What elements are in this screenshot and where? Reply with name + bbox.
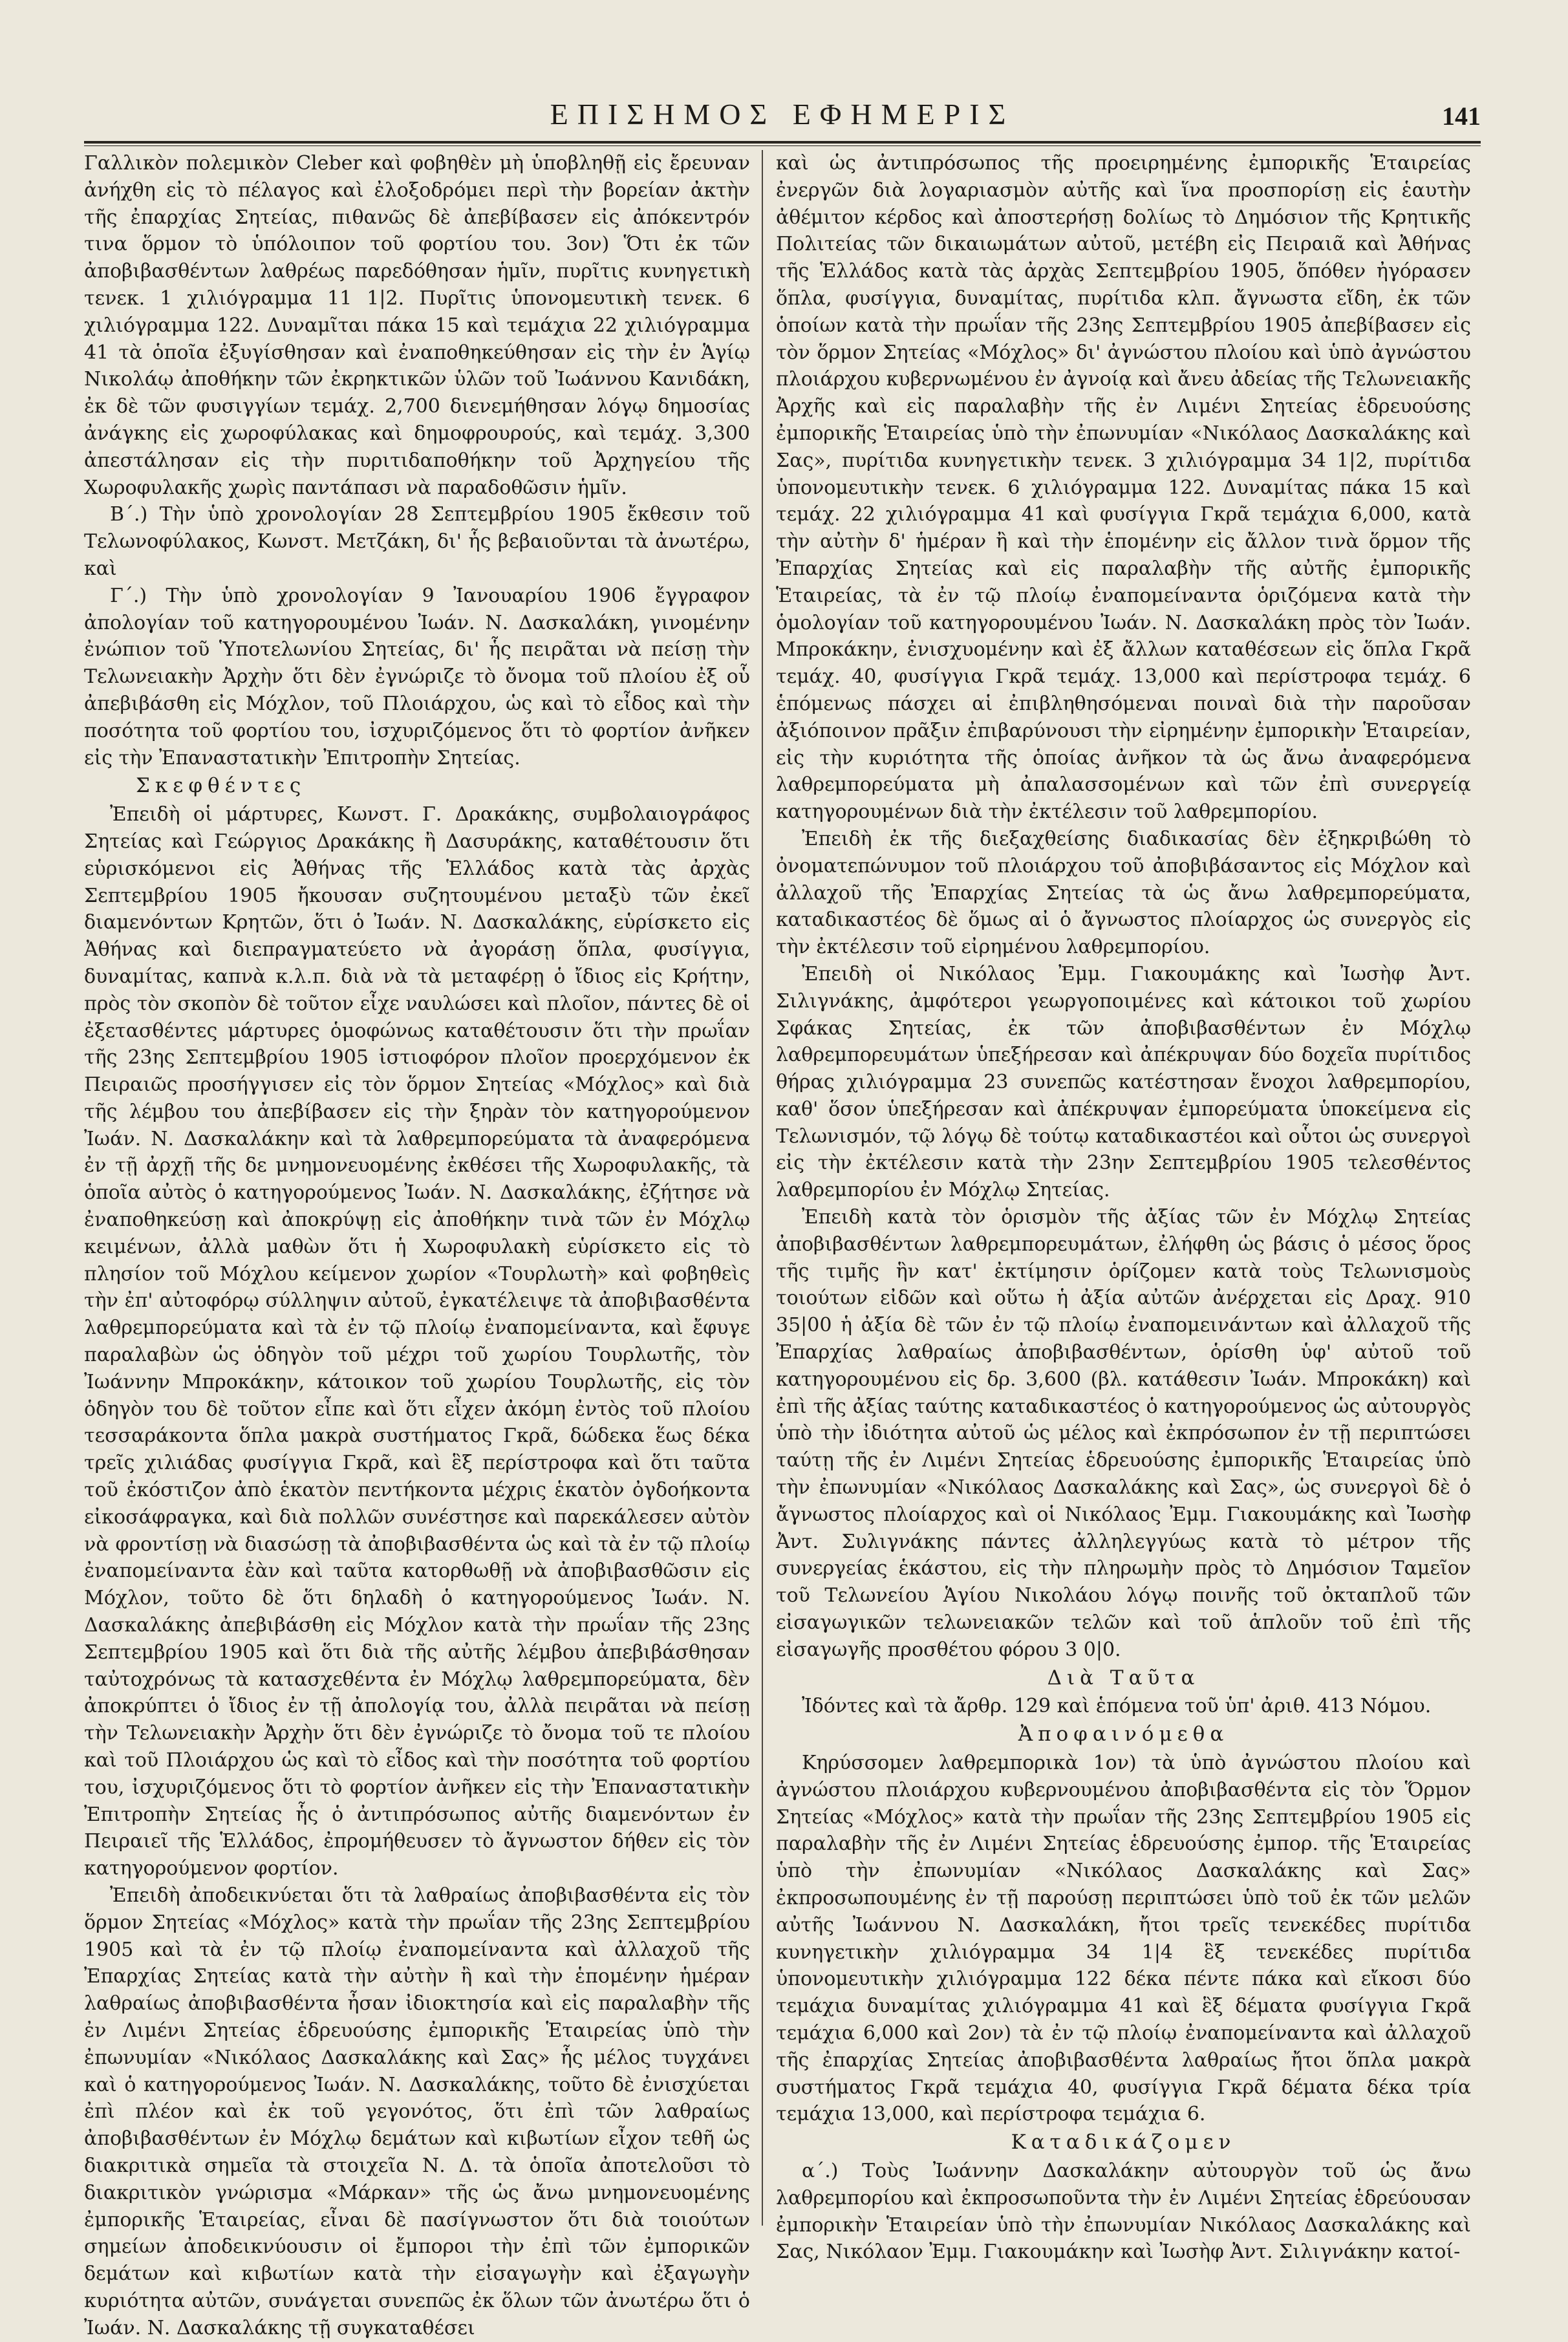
right-column: [776, 150, 1471, 2264]
paragraph: Ἐπειδὴ ἀποδεικνύεται ὅτι τὰ λαθραίως ἀποβιβασθέντα εἰς τὸν ὅρμον Σητείας «Μόχλος» κατὰ τὴν πρωΐαν τῆς 23ης Σεπτεμβρίου 1905 καὶ τὰ ἐν τῷ πλοίῳ ἐναπομείναντα καὶ ἀλλαχοῦ τῆς Ἐπαρχίας Σητείας κατὰ τὴν αὐτὴν ἢ καὶ τὴν ἑπομένην ἡμέραν λαθραίως ἀποβιβασθέντα ἦσαν ἰδιοκτησία καὶ εἰς παραλαβὴν τῆς ἐν Λιμένι Σητείας ἑδρευούσης ἐμπορικῆς Ἑταιρείας ὑπὸ τὴν ἐπωνυμίαν «Νικόλαος Δασκαλάκης καὶ Σας» ἧς μέλος τυγχάνει καὶ ὁ κατηγορούμενος Ἰωάν. Ν. Δασκαλάκης, τοῦτο δὲ ἐνισχύεται ἐπὶ πλέον καὶ ἐκ τοῦ γεγονότος, ὅτι ἐπὶ τῶν λαθραίως ἀποβιβασθέντων ἐν Μόχλῳ δεμάτων καὶ κιβωτίων εἶχον τεθῆ ὡς διακριτικὰ σημεῖα τὰ στοιχεῖα Ν. Δ. τὰ ὁποῖα ἀποτελοῦσι τὸ διακριτικὸν γνώρισμα «Μάρκαν» τῆς ὡς ἄνω μνημονευομένης ἐμπορικῆς Ἑταιρείας, εἶναι δὲ πασίγνωστον ὅτι διὰ τοιούτων σημείων ἀποδεικνύουσιν οἱ ἔμποροι τὴν ἐπὶ τῶν ἐμπορικῶν δεμάτων καὶ κιβωτίων κατὰ τὴν εἰσαγωγὴν καὶ ἐξαγωγὴν κυριότητα αὐτῶν, συνάγεται συνεπῶς ἐκ ὅλων τῶν ἀνωτέρω ὅτι ὁ Ἰωάν. Ν. Δασκαλάκης τῇ συγκαταθέσει: [84, 1884, 750, 2339]
column-divider: [762, 150, 763, 2226]
paragraph: Β΄.) Τὴν ὑπὸ χρονολογίαν 28 Σεπτεμβρίου 1905 ἔκθεσιν τοῦ Τελωνοφύλακος, Κωνστ. Μετζάκη, δι' ἧς βεβαιοῦνται τὰ ἀνωτέρω, καὶ: [84, 503, 750, 580]
section-heading: Ἀποφαινόμεθα: [1018, 1723, 1229, 1746]
paragraph: Ἰδόντες καὶ τὰ ἄρθρ. 129 καὶ ἑπόμενα τοῦ ὑπ' ἀριθ. 413 Νόμου.: [802, 1695, 1432, 1718]
paragraph: Ἐπειδὴ κατὰ τὸν ὁρισμὸν τῆς ἀξίας τῶν ἐν Μόχλῳ Σητείας ἀποβιβασθέντων λαθρεμπορευμάτων, ἐλήφθη ὡς βάσις ὁ μέσος ὅρος τῆς τιμῆς ἣν κατ' ἐκτίμησιν ὁρίζομεν κατὰ τοὺς Τελωνισμοὺς τοιούτων εἰδῶν καὶ οὕτω ἡ ἀξία αὐτῶν ἀνέρχεται εἰς Δραχ. 910 35|00 ἡ ἀξία δὲ τῶν ἐν τῷ πλοίῳ ἐναπομεινάντων καὶ ἀλλαχοῦ τῆς Ἐπαρχίας λαθραίως ἀποβιβασθέντων, ὁρίσθη ὑφ' αὐτοῦ τοῦ κατηγορουμένου εἰς δρ. 3,600 (βλ. κατάθεσιν Ἰωάν. Μπροκάκη) καὶ ἐπὶ τῆς ἀξίας ταύτης καταδικαστέος ὁ κατηγορούμενος ὡς αὐτουργὸς ὑπὸ τὴν ἰδιότητα αὐτοῦ ὡς μέλος καὶ ἐκπρόσωπον ἐν τῇ περιπτώσει ταύτῃ τῆς ἐν Λιμένι Σητείας ἑδρευούσης ἐμπορικῆς Ἑταιρείας ὑπὸ τὴν ἐπωνυμίαν «Νικόλαος Δασκαλάκης καὶ Σας», ὡς συνεργοὶ δὲ ὁ ἄγνωστος πλοίαρχος καὶ οἱ Νικόλαος Ἐμμ. Γιακουμάκης καὶ Ἰωσὴφ Ἀντ. Συλιγνάκης πάντες ἀλληλεγγύως κατὰ τὸ μέτρον τῆς συνεργείας ἑκάστου, εἰς τὴν πληρωμὴν πρὸς τὸ Δημόσιον Ταμεῖον τοῦ Τελωνείου Ἁγίου Νικολάου λόγῳ ποινῆς τοῦ ὀκταπλοῦ τῶν εἰσαγωγικῶν τελωνειακῶν τελῶν καὶ τοῦ ἁπλοῦν τοῦ ἐπὶ τῆς εἰσαγωγῆς προσθέτου φόρου 3 0|0.: [776, 1206, 1471, 1661]
gazette-title: ΕΠΙΣΗΜΟΣ ΕΦΗΜΕΡΙΣ: [550, 98, 1015, 131]
paragraph: Γ΄.) Τὴν ὑπὸ χρονολογίαν 9 Ἰανουαρίου 1906 ἔγγραφον ἀπολογίαν τοῦ κατηγορουμένου Ἰωάν. Ν. Δασκαλάκη, γινομένην ἐνώπιον τοῦ Ὑποτελωνίου Σητείας, δι' ἧς πειρᾶται νὰ πείσῃ τὴν Τελωνειακὴν Ἀρχὴν ὅτι δὲν ἐγνώριζε τὸ ὄνομα τοῦ πλοίου ἐξ οὗ ἀπεβιβάσθη εἰς Μόχλον, τοῦ Πλοιάρχου, ὡς καὶ τὸ εἶδος καὶ τὴν ποσότητα τοῦ φορτίου του, ἰσχυριζόμενος ὅτι τὸ φορτίον ἀνῆκεν εἰς τὴν Ἐπαναστατικὴν Ἐπιτροπὴν Σητείας.: [84, 584, 750, 769]
paragraph: Κηρύσσομεν λαθρεμπορικὰ 1ον) τὰ ὑπὸ ἀγνώστου πλοίου καὶ ἀγνώστου πλοιάρχου κυβερνουμένου ἀποβιβασθέντα εἰς τὸν Ὅρμον Σητείας «Μόχλος» κατὰ τὴν πρωΐαν τῆς 23ης Σεπτεμβρίου 1905 εἰς παραλαβὴν τῆς ἐν Λιμένι Σητείας ἑδρευούσης ἐμπορ. τῆς Ἑταιρείας ὑπὸ τὴν ἐπωνυμίαν «Νικόλαος Δασκαλάκης καὶ Σας» ἐκπροσωπουμένης ἐν τῇ παρούσῃ περιπτώσει ὑπὸ τοῦ ἐκ τῶν μελῶν αὐτῆς Ἰωάννου Ν. Δασκαλάκη, ἤτοι τρεῖς τενεκέδες πυρίτιδα κυνηγετικὴν χιλιόγραμμα 34 1|4 ἓξ τενεκέδες πυρίτιδα ὑπονομευτικὴν χιλιόγραμμα 122 δέκα πέντε πάκα καὶ εἴκοσι δύο τεμάχια δυναμίτας χιλιόγραμμα 41 καὶ ἓξ δέματα φυσίγγια Γκρᾶ τεμάχια 6,000 καὶ 2ον) τὰ ἐν τῷ πλοίῳ ἐναπομείναντα καὶ ἀλλαχοῦ τῆς ἐπαρχίας Σητείας ἀποβιβασθέντα λαθραίως ἤτοι ὅπλα μακρὰ συστήματος Γκρᾶ τεμάχια 40, φυσίγγια Γκρᾶ δέματα δέκα τρία τεμάχια 13,000, καὶ περίστροφα τεμάχια 6.: [776, 1752, 1471, 2126]
header-rule: [84, 141, 1481, 146]
paragraph: Ἐπειδὴ οἱ Νικόλαος Ἐμμ. Γιακουμάκης καὶ Ἰωσὴφ Ἀντ. Σιλιγνάκης, ἀμφότεροι γεωργοποιμένες καὶ κάτοικοι τοῦ χωρίου Σφάκας Σητείας, ἐκ τῶν ἀποβιβασθέντων ἐν Μόχλῳ λαθρεμπορευμάτων ὑπεξήρεσαν καὶ ἀπέκρυψαν δύο δοχεῖα πυρίτιδος θήρας χιλιόγραμμα 23 συνεπῶς κατέστησαν ἔνοχοι λαθρεμπορίου, καθ' ὅσον ὑπεξήρεσαν καὶ ἀπέκρυψαν ἐμπορεύματα ὑποκείμενα εἰς Τελωνισμόν, τῷ λόγῳ δὲ τούτῳ καταδικαστέοι καὶ οὗτοι ὡς συνεργοὶ εἰς τὴν ἐκτέλεσιν κατὰ τὴν 23ην Σεπτεμβρίου 1905 τελεσθέντος λαθρεμπορίου ἐν Μόχλῳ Σητείας.: [776, 962, 1471, 1202]
page-header: [84, 97, 1481, 136]
paragraph: καὶ ὡς ἀντιπρόσωπος τῆς προειρημένης ἐμπορικῆς Ἑταιρείας ἐνεργῶν διὰ λογαριασμὸν αὐτῆς καὶ ἵνα προσπορίσῃ εἰς ἑαυτὴν ἀθέμιτον κέρδος καὶ ἀποστερήσῃ δολίως τὸ Δημόσιον τῆς Κρητικῆς Πολιτείας τῶν δικαιωμάτων αὐτοῦ, μετέβη εἰς Πειραιᾶ καὶ Ἀθήνας τῆς Ἑλλάδος κατὰ τὰς ἀρχὰς Σεπτεμβρίου 1905, ὅπόθεν ἠγόρασεν ὅπλα, φυσίγγια, δυναμίτας, πυρίτιδα κλπ. ἄγνωστα εἴδη, ἐκ τῶν ὁποίων κατὰ τὴν πρωΐαν τῆς 23ης Σεπτεμβρίου 1905 ἀπεβίβασεν εἰς τὸν ὅρμον Σητείας «Μόχλος» δι' ἀγνώστου πλοίου καὶ ὑπὸ ἀγνώστου πλοιάρχου κυβερνωμένου ἐν ἀγνοίᾳ καὶ ἄνευ ἀδείας τῆς Τελωνειακῆς Ἀρχῆς καὶ εἰς παραλαβὴν τῆς ἐν Λιμένι Σητείας ἑδρευούσης ἐμπορικῆς Ἑταιρείας ὑπὸ τὴν ἐπωνυμίαν «Νικόλαος Δασκαλάκης καὶ Σας», πυρίτιδα κυνηγετικὴν τενεκ. 3 χιλιόγραμμα 34 1|2, πυρίτιδα ὑπονομευτικὴν τενεκ. 6 χιλιόγραμμα 122. Δυναμίτας πάκα 15 καὶ τεμάχ. 22 χιλιόγραμμα 41 καὶ φυσίγγια Γκρᾶ τεμάχια 6,000, κατὰ τὴν αὐτὴν δ' ἡμέραν ἢ καὶ τὴν ἑπομένην εἰς ἄλλον τινὰ ὅρμον τῆς Ἐπαρχίας Σητείας καὶ εἰς παραλαβὴν τῆς αὐτῆς ἐμπορικῆς Ἑταιρείας, τὰ ἐν τῷ πλοίῳ ἐναπομείναντα ὁριζόμενα κατὰ τὴν ὁμολογίαν τοῦ κατηγορουμένου Ἰωάν. Ν. Δασκαλάκη πρὸς τὸν Ἰωάν. Μπροκάκην, ἐνισχυομένην καὶ ἐξ ἄλλων καταθέσεων εἰς ὅπλα Γκρᾶ τεμάχ. 40, φυσίγγια Γκρᾶ τεμάχ. 13,000 καὶ περίστροφα τεμάχ. 6 ἑπόμενως πάσχει αἱ ἐπιβληθησόμεναι ποιναὶ διὰ τὴν παροῦσαν ἀξιόποινον πρᾶξιν ἐπιβαρύνουσι τὴν εἰρημένην ἐμπορικὴν Ἑταιρείαν, εἰς τὴν κυριότητα τῆς ὁποίας ἀνῆκον τὰ ὡς ἄνω ἀναφερόμενα λαθρεμπορεύματα μὴ ἀπαλασσομένων καὶ τῶν ἐπὶ συνεργείᾳ κατηγορουμένων διὰ τὴν ἐκτέλεσιν τοῦ λαθρεμπορίου.: [776, 152, 1471, 824]
paragraph: Γαλλικὸν πολεμικὸν Cleber καὶ φοβηθὲν μὴ ὑποβληθῇ εἰς ἔρευναν ἀνήχθη εἰς τὸ πέλαγος καὶ ἐλοξοδρόμει περὶ τὴν βορείαν ἀκτὴν τῆς ἐπαρχίας Σητείας, πιθανῶς δὲ ἀπεβίβασεν εἰς ἀπόκεντρόν τινα ὅρμον τὸ ὑπόλοιπον τοῦ φορτίου του. 3ον) Ὅτι ἐκ τῶν ἀποβιβασθέντων λαθρέως παρεδόθησαν ἡμῖν, πυρῖτις κυνηγετικὴ τενεκ. 1 χιλιόγραμμα 11 1|2. Πυρῖτις ὑπονομευτικὴ τενεκ. 6 χιλιόγραμμα 122. Δυναμῖται πάκα 15 καὶ τεμάχια 22 χιλιόγραμμα 41 τὰ ὁποῖα ἐξυγίσθησαν καὶ ἐναποθηκεύθησαν εἰς τὴν ἐν Ἁγίῳ Νικολάῳ ἀποθήκην τῶν ἐκρηκτικῶν ὑλῶν τοῦ Ἰωάννου Κανιδάκη, ἐκ δὲ τῶν φυσιγγίων τεμάχ. 2,700 διενεμήθησαν λόγῳ δημοσίας ἀνάγκης εἰς χωροφύλακας καὶ δημοφρουρούς, καὶ τεμάχ. 3,300 ἀπεστάλησαν εἰς τὴν πυριτιδαποθήκην τοῦ Ἀρχηγείου τῆς Χωροφυλακῆς χωρὶς παντάπασι νὰ παραδοθῶσιν ἡμῖν.: [84, 152, 750, 499]
page-number: 141: [1442, 102, 1481, 131]
paragraph: Ἐπειδὴ οἱ μάρτυρες, Κωνστ. Γ. Δρακάκης, συμβολαιογράφος Σητείας καὶ Γεώργιος Δρακάκης ἢ Δασυράκης, καταθέτουσιν ὅτι εὑρισκόμενοι εἰς Ἀθήνας τῆς Ἑλλάδος κατὰ τὰς ἀρχὰς Σεπτεμβρίου 1905 ἤκουσαν συζητουμένου μεταξὺ τῶν ἐκεῖ διαμενόντων Κρητῶν, ὅτι ὁ Ἰωάν. Ν. Δασκαλάκης, εὑρίσκετο εἰς Ἀθήνας καὶ διεπραγματεύετο νὰ ἀγοράσῃ ὅπλα, φυσίγγια, δυναμίτας, καπνὰ κ.λ.π. διὰ νὰ τὰ μεταφέρῃ ὁ ἴδιος εἰς Κρήτην, πρὸς τὸν σκοπὸν δὲ τοῦτον εἶχε ναυλώσει καὶ πλοῖον, πάντες δὲ οἱ ἐξετασθέντες μάρτυρες ὁμοφώνως καταθέτουσιν ὅτι τὴν πρωΐαν τῆς 23ης Σεπτεμβρίου 1905 ἱστιοφόρον πλοῖον προερχόμενον ἐκ Πειραιῶς προσήγγισεν εἰς τὸν ὅρμον Σητείας «Μόχλος» καὶ διὰ τῆς λέμβου του ἀπεβίβασεν εἰς τὴν ξηρὰν τὸν κατηγορούμενον Ἰωάν. Ν. Δασκαλάκην καὶ τὰ λαθρεμπορεύματα τὰ ἀναφερόμενα ἐν τῇ ἀρχῇ τῆς δε μνημονευομένης ἐκθέσει τῆς Χωροφυλακῆς, τὰ ὁποῖα αὐτὸς ὁ κατηγορούμενος Ἰωάν. Ν. Δασκαλάκης, ἐζήτησε νὰ ἐναποθηκεύσῃ καὶ ἀποκρύψῃ εἰς ἀποθήκην τινὰ τῶν ἐν Μόχλῳ κειμένων, ἀλλὰ μαθὼν ὅτι ἡ Χωροφυλακὴ εὑρίσκετο εἰς τὸ πλησίον τοῦ Μόχλου κείμενον χωρίον «Τουρλωτὴ» καὶ φοβηθεὶς τὴν ἐπ' αὐτοφόρῳ σύλληψιν αὐτοῦ, ἐγκατέλειψε τὰ ἀποβιβασθέντα λαθρεμπορεύματα καὶ τὰ ἐν τῷ πλοίῳ ἐναπομείναντα, καὶ ἔφυγε παραλαβὼν ὡς ὁδηγὸν τοῦ μέχρι τοῦ χωρίου Τουρλωτῆς, τὸν Ἰωάννην Μπροκάκην, κάτοικον τοῦ χωρίου Τουρλωτῆς, εἰς τὸν ὁδηγὸν του δὲ τοῦτον εἶπε καὶ ὅτι εἶχεν ἀκόμη ἐντὸς τοῦ πλοίου τεσσαράκοντα ὅπλα μακρὰ συστήματος Γκρᾶ, δώδεκα ἕως δέκα τρεῖς χιλιάδας φυσίγγια Γκρᾶ, καὶ ἓξ περίστροφα καὶ ὅτι ταῦτα τοῦ ἐκόστιζον ἀπὸ ἑκατὸν πεντήκοντα μέχρις ἑκατὸν ὀγδοήκοντα εἰκοσάφραγκα, καὶ διὰ πολλῶν συνέστησε καὶ παρεκάλεσεν αὐτὸν νὰ φροντίσῃ νὰ διασώσῃ τὰ ἀποβιβασθέντα ὡς καὶ τὰ ἐν τῷ πλοίῳ ἐναπομείναντα ἐὰν καὶ ταῦτα κατορθωθῇ νὰ ἀποβιβασθῶσιν εἰς Μόχλον, τοῦτο δὲ ὅτι δηλαδὴ ὁ κατηγορούμενος Ἰωάν. Ν. Δασκαλάκης ἀπεβιβάσθη εἰς Μόχλον κατὰ τὴν πρωΐαν τῆς 23ης Σεπτεμβρίου 1905 καὶ ὅτι διὰ τῆς αὐτῆς λέμβου ἀπεβιβάσθησαν ταὐτοχρόνως τὰ κατασχεθέντα ἐν Μόχλῳ λαθρεμπορεύματα, δὲν ἀποκρύπτει ὁ ἴδιος ἐν τῇ ἀπολογίᾳ του, ἀλλὰ πειρᾶται νὰ πείσῃ τὴν Τελωνειακὴν Ἀρχὴν ὅτι δὲν ἐγνώριζε τὸ ὄνομα τοῦ τε πλοίου καὶ τοῦ Πλοιάρχου ὡς καὶ τὸ εἶδος καὶ τὴν ποσότητα τοῦ φορτίου του, ἰσχυριζόμενος ὅτι τὸ φορτίον ἀνῆκεν εἰς τὴν Ἐπαναστατικὴν Ἐπιτροπὴν Σητείας ἧς ὁ ἀντιπρόσωπος αὐτῆς διαμενόντων ἐν Πειραιεῖ τῆς Ἑλλάδος, ἐπρομήθευσεν τὸ ἄγνωστον δήθεν εἰς τὸν κατηγορούμενον φορτίον.: [84, 803, 750, 1880]
section-heading: Καταδικάζομεν: [1011, 2131, 1236, 2154]
paragraph: Ἐπειδὴ ἐκ τῆς διεξαχθείσης διαδικασίας δὲν ἐξηκριβώθη τὸ ὀνοματεπώνυμον τοῦ πλοιάρχου τοῦ ἀποβιβάσαντος εἰς Μόχλον καὶ ἀλλαχοῦ τῆς Ἐπαρχίας Σητείας τὰ ὡς ἄνω λαθρεμπορεύματα, καταδικαστέος δὲ ὅμως αἰ ὁ ἄγνωστος πλοίαρχος ὡς συνεργὸς εἰς τὴν ἐκτέλεσιν τοῦ εἰρημένου λαθρεμπορίου.: [776, 827, 1471, 959]
section-heading: Σκεφθέντες: [136, 774, 306, 798]
section-heading: Διὰ Ταῦτα: [1047, 1666, 1200, 1690]
left-column: [84, 150, 750, 2339]
paragraph: α΄.) Τοὺς Ἰωάννην Δασκαλάκην αὐτουργὸν τοῦ ὡς ἄνω λαθρεμπορίου καὶ ἐκπροσωποῦντα τὴν ἐν Λιμένι Σητείας ἑδρεύουσαν ἐμπορικὴν Ἑταιρείαν ὑπὸ τὴν ἐπωνυμίαν Νικόλαος Δασκαλάκης καὶ Σας, Νικόλαον Ἐμμ. Γιακουμάκην καὶ Ἰωσὴφ Ἀντ. Σιλιγνάκην κατοί-: [776, 2159, 1471, 2264]
